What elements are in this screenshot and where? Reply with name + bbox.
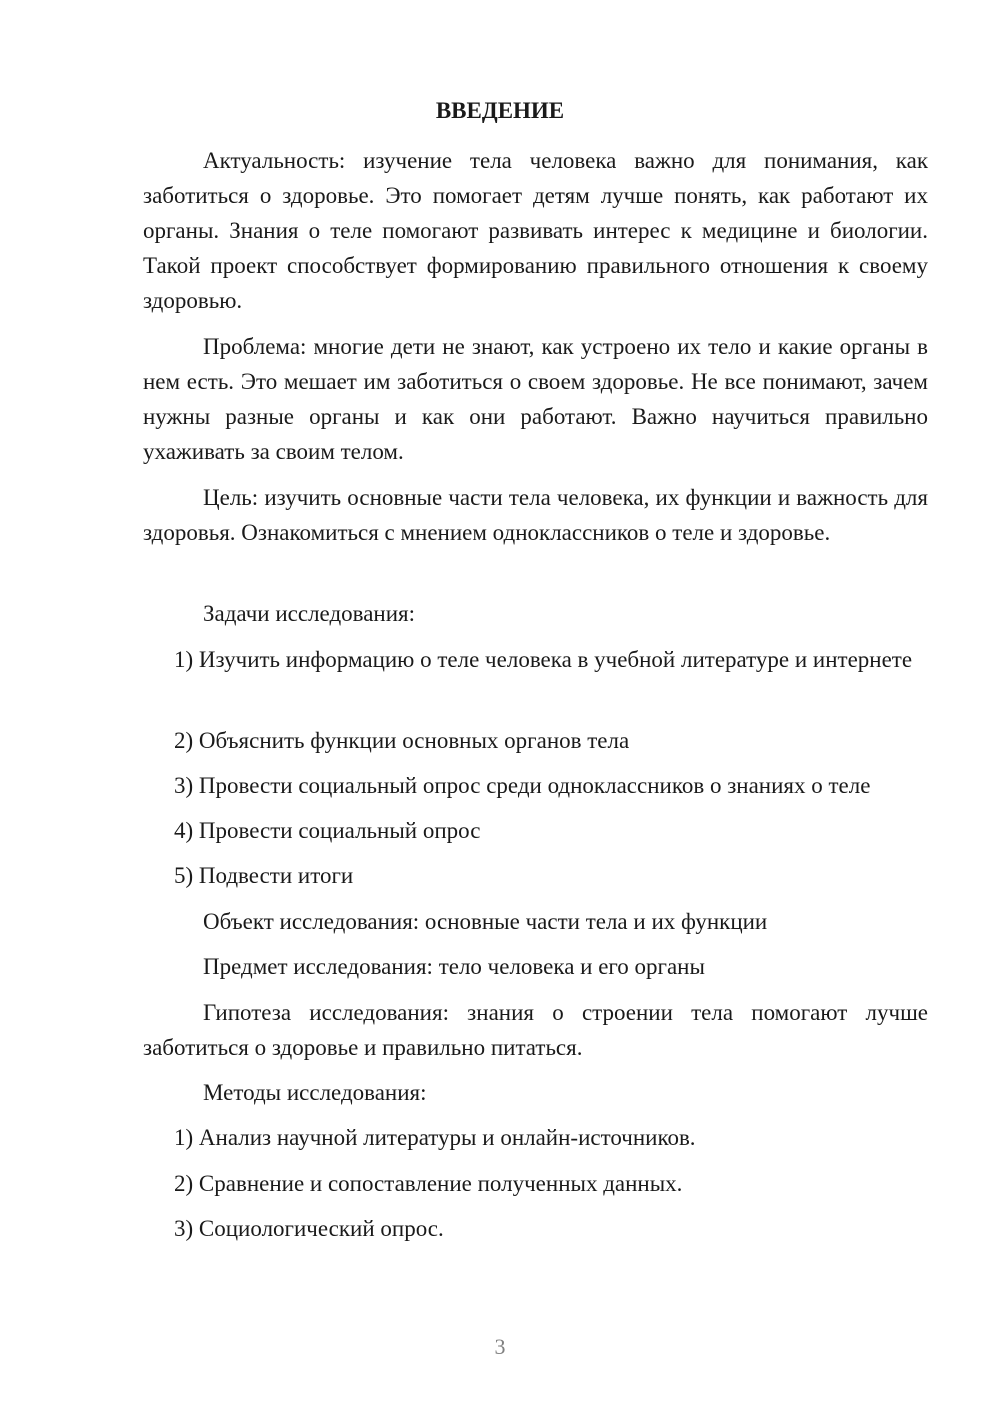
problem-paragraph: Проблема: многие дети не знают, как устроено их тело и какие органы в нем есть. Это мешает им заботиться о своем здоровье. Не все понимают, зачем нужны разные органы и как они работают. Важно научиться правильно ухаживать за своим телом. — [143, 334, 928, 464]
methods-heading: Методы исследования: — [203, 1080, 427, 1105]
page-number: 3 — [494, 1334, 506, 1359]
task-item-1: 1) Изучить информацию о теле человека в учебной литературе и интернете — [174, 647, 913, 672]
method-item-2: 2) Сравнение и сопоставление полученных данных. — [174, 1171, 683, 1196]
method-item-3: 3) Социологический опрос. — [174, 1216, 444, 1241]
method-item-1: 1) Анализ научной литературы и онлайн-источников. — [174, 1125, 696, 1150]
relevance-paragraph: Актуальность: изучение тела человека важно для понимания, как заботиться о здоровье. Это помогает детям лучше понять, как работают их органы. Знания о теле помогают развивать интерес к медицине и биологии. Такой проект способствует формированию правильного отношения к своему здоровью. — [143, 148, 928, 313]
task-item-3: 3) Провести социальный опрос среди одноклассников о знаниях о теле — [174, 773, 871, 798]
task-item-5: 5) Подвести итоги — [174, 863, 354, 888]
goal-paragraph: Цель: изучить основные части тела человека, их функции и важность для здоровья. Ознакомиться с мнением одноклассников о теле и здоровье. — [143, 485, 928, 545]
object-paragraph: Объект исследования: основные части тела и их функции — [203, 909, 768, 934]
task-item-4: 4) Провести социальный опрос — [174, 818, 481, 843]
tasks-heading: Задачи исследования: — [203, 601, 416, 626]
page-title: ВВЕДЕНИЕ — [435, 98, 565, 123]
task-item-2: 2) Объяснить функции основных органов тела — [174, 728, 630, 753]
hypothesis-paragraph: Гипотеза исследования: знания о строении тела помогают лучше заботиться о здоровье и правильно питаться. — [143, 1000, 928, 1060]
subject-paragraph: Предмет исследования: тело человека и его органы — [203, 954, 705, 979]
